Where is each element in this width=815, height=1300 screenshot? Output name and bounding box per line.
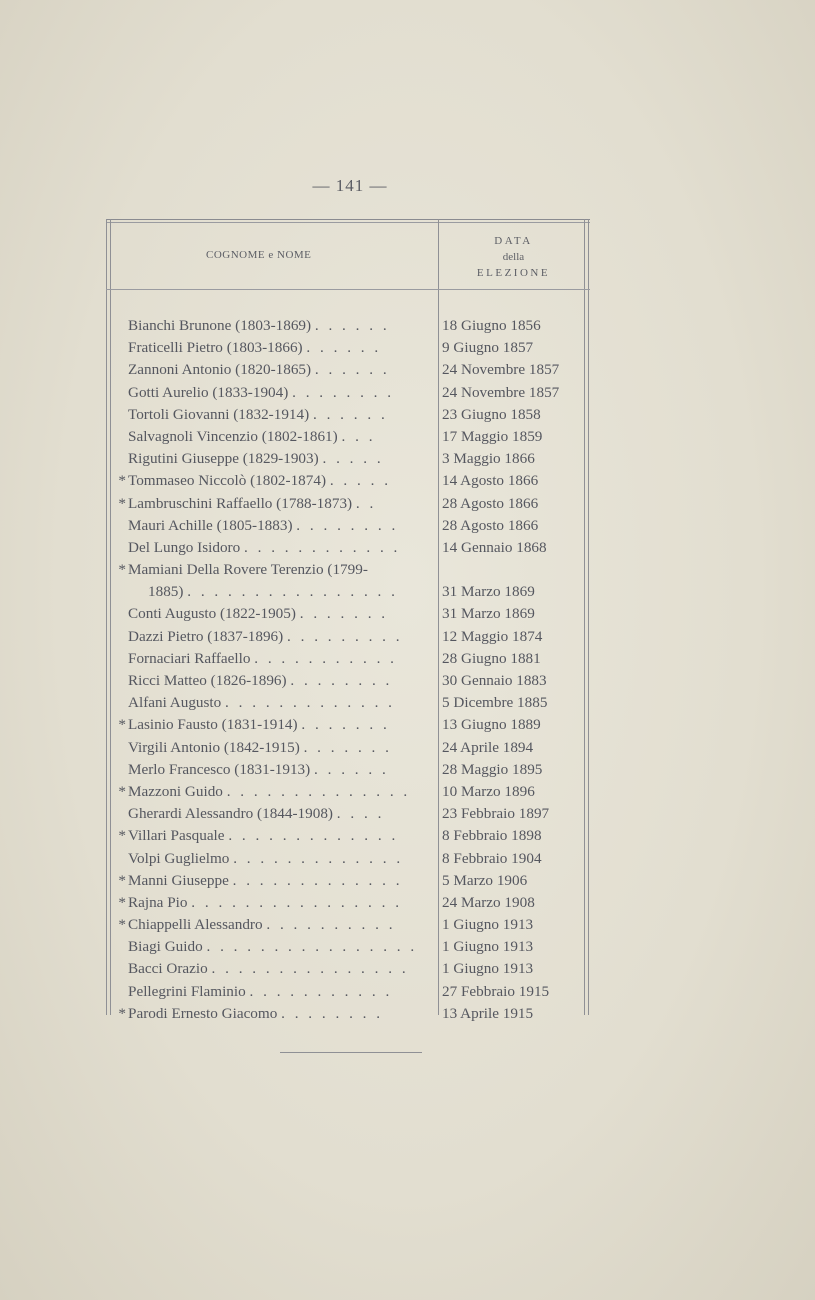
row-leader-dots: . . . . . . bbox=[306, 339, 382, 357]
row-name bbox=[128, 803, 433, 825]
row-name bbox=[128, 781, 433, 803]
table-row bbox=[106, 825, 590, 847]
row-name-text: Villari Pasquale bbox=[128, 827, 225, 845]
row-leader-dots: . . . . . . . . . . . . . . . bbox=[211, 960, 409, 978]
row-star-marker: * bbox=[118, 716, 126, 734]
table-row bbox=[106, 648, 590, 670]
row-date: 8 Febbraio 1904 bbox=[442, 849, 542, 867]
row-leader-dots: . . . . . . . . . . . . bbox=[244, 538, 401, 556]
table-row bbox=[106, 603, 590, 625]
row-leader-dots: . . . . . . . . bbox=[281, 1004, 384, 1022]
row-name bbox=[128, 537, 433, 559]
row-star-marker: * bbox=[118, 782, 126, 800]
row-name-text: Manni Giuseppe bbox=[128, 871, 229, 889]
table-row bbox=[106, 936, 590, 958]
row-star-marker: * bbox=[118, 561, 126, 579]
row-name bbox=[128, 892, 433, 914]
row-date: 18 Giugno 1856 bbox=[442, 317, 541, 334]
row-leader-dots: . . . . . . . . . . . bbox=[249, 982, 393, 1000]
row-name bbox=[148, 581, 453, 603]
table-body bbox=[106, 315, 590, 1025]
row-leader-dots: . . . . . . . . . . . . . . bbox=[226, 782, 411, 800]
row-leader-dots: . . . . . . bbox=[314, 317, 390, 334]
row-date: 5 Dicembre 1885 bbox=[442, 694, 548, 712]
table-row bbox=[106, 559, 590, 581]
row-leader-dots: . . . . . . bbox=[312, 405, 388, 423]
row-date: 1 Giugno 1913 bbox=[442, 938, 534, 956]
row-date: 24 Marzo 1908 bbox=[442, 893, 535, 911]
row-name bbox=[128, 870, 433, 892]
row-date: 8 Febbraio 1898 bbox=[442, 827, 542, 845]
table-row bbox=[106, 803, 590, 825]
row-name-text: Parodi Ernesto Giacomo bbox=[128, 1004, 278, 1022]
row-leader-dots: . . . . . . . . . . . . . . . . bbox=[187, 583, 398, 601]
row-name bbox=[128, 648, 433, 670]
table-row bbox=[106, 892, 590, 914]
row-date: 24 Novembre 1857 bbox=[442, 383, 560, 401]
table-row bbox=[106, 448, 590, 470]
row-date: 13 Giugno 1889 bbox=[442, 716, 541, 734]
column-header-date bbox=[446, 233, 581, 281]
table-row bbox=[106, 426, 590, 448]
row-date: 28 Agosto 1866 bbox=[442, 494, 539, 512]
row-leader-dots: . . . . . . . bbox=[299, 605, 389, 623]
row-star-marker: * bbox=[118, 494, 126, 512]
row-name-text: Fornaciari Raffaello bbox=[128, 649, 251, 667]
table-row bbox=[106, 848, 590, 870]
row-date: 24 Aprile 1894 bbox=[442, 738, 534, 756]
column-header-date-line3: ELEZIONE bbox=[476, 267, 551, 279]
row-date: 31 Marzo 1869 bbox=[442, 583, 535, 601]
row-name bbox=[128, 315, 433, 337]
members-table bbox=[106, 219, 590, 1022]
row-date: 13 Aprile 1915 bbox=[442, 1004, 534, 1022]
row-name bbox=[128, 692, 433, 714]
row-name-text: Chiappelli Alessandro bbox=[128, 916, 263, 934]
row-date: 31 Marzo 1869 bbox=[442, 605, 535, 623]
row-leader-dots: . . . . . . bbox=[314, 760, 389, 778]
table-row bbox=[106, 337, 590, 359]
row-name-text: Lasinio Fausto (1831-1914) bbox=[128, 716, 298, 734]
row-leader-dots: . . . . . . . . bbox=[290, 672, 393, 689]
table-row bbox=[106, 781, 590, 803]
row-leader-dots: . . . . . . . . . . . . . bbox=[228, 827, 399, 845]
row-name-text: Mazzoni Guido bbox=[128, 782, 223, 800]
row-leader-dots: . . . . . bbox=[329, 472, 391, 490]
row-name bbox=[128, 759, 433, 781]
row-name-text: Del Lungo Isidoro bbox=[128, 538, 241, 556]
row-name-text: Ricci Matteo (1826-1896) bbox=[128, 672, 287, 689]
row-name-text: Conti Augusto (1822-1905) bbox=[128, 605, 296, 623]
table-row bbox=[106, 759, 590, 781]
row-leader-dots: . . . . . . . . . . . bbox=[254, 649, 397, 667]
row-name-text: Tommaseo Niccolò (1802-1874) bbox=[128, 472, 327, 490]
row-name bbox=[128, 470, 433, 492]
row-name bbox=[128, 559, 433, 581]
column-header-name: COGNOME e NOME bbox=[206, 249, 312, 261]
table-row bbox=[106, 692, 590, 714]
row-name-text: Bianchi Brunone (1803-1869) bbox=[128, 317, 312, 334]
column-header-date-line1: DATA bbox=[494, 235, 533, 247]
row-name-text: Alfani Augusto bbox=[128, 694, 222, 712]
row-date: 1 Giugno 1913 bbox=[442, 916, 534, 934]
row-name-text: Lambruschini Raffaello (1788-1873) bbox=[128, 494, 353, 512]
column-header-date-line2: della bbox=[502, 251, 525, 263]
row-date: 23 Giugno 1858 bbox=[442, 405, 541, 423]
row-name-text: Mamiani Della Rovere Terenzio (1799- bbox=[128, 561, 368, 579]
row-leader-dots: . . . . . . . . . . . . . bbox=[233, 849, 404, 867]
row-leader-dots: . . . . . . . bbox=[301, 716, 390, 734]
row-leader-dots: . . . . . . . . . . . . . . . . bbox=[206, 938, 418, 956]
row-date: 12 Maggio 1874 bbox=[442, 627, 543, 645]
row-date: 27 Febbraio 1915 bbox=[442, 982, 550, 1000]
table-header-rule bbox=[106, 289, 590, 290]
row-leader-dots: . . . . bbox=[336, 805, 385, 823]
row-name bbox=[128, 1003, 433, 1025]
table-row bbox=[106, 981, 590, 1003]
row-name-text: Rigutini Giuseppe (1829-1903) bbox=[128, 450, 319, 468]
row-name-text: Fraticelli Pietro (1803-1866) bbox=[128, 339, 303, 357]
row-star-marker: * bbox=[118, 472, 126, 490]
row-name bbox=[128, 493, 433, 515]
row-date: 28 Agosto 1866 bbox=[442, 516, 539, 534]
table-row bbox=[106, 493, 590, 515]
row-date: 5 Marzo 1906 bbox=[442, 871, 528, 889]
row-name bbox=[128, 848, 433, 870]
row-name-text: Biagi Guido bbox=[128, 938, 203, 956]
row-name bbox=[128, 981, 433, 1003]
row-name bbox=[128, 958, 433, 980]
row-name bbox=[128, 670, 433, 692]
table-row bbox=[106, 1003, 590, 1025]
row-name-text: Zannoni Antonio (1820-1865) bbox=[128, 361, 312, 379]
row-name bbox=[128, 426, 433, 448]
row-date: 3 Maggio 1866 bbox=[442, 450, 535, 468]
table-row bbox=[106, 626, 590, 648]
row-date: 28 Maggio 1895 bbox=[442, 760, 543, 778]
row-name bbox=[128, 448, 433, 470]
table-top-rule-inner bbox=[106, 222, 590, 223]
row-date: 17 Maggio 1859 bbox=[442, 427, 543, 445]
table-top-rule bbox=[106, 219, 590, 220]
row-leader-dots: . . . . . . . . . . . . . bbox=[232, 871, 403, 889]
row-name-text: Mauri Achille (1805-1883) bbox=[128, 516, 293, 534]
row-name bbox=[128, 337, 433, 359]
row-name bbox=[128, 936, 433, 958]
table-row bbox=[106, 404, 590, 426]
row-name-text: Bacci Orazio bbox=[128, 960, 208, 978]
row-name-text: Pellegrini Flaminio bbox=[128, 982, 246, 1000]
table-row bbox=[106, 737, 590, 759]
table-row bbox=[106, 670, 590, 692]
row-name bbox=[128, 603, 433, 625]
table-row bbox=[106, 359, 590, 381]
row-leader-dots: . . . bbox=[341, 427, 376, 445]
row-star-marker: * bbox=[118, 1004, 126, 1022]
row-star-marker: * bbox=[118, 827, 126, 845]
row-leader-dots: . . . . . bbox=[322, 450, 384, 468]
row-leader-dots: . . . . . . . bbox=[303, 738, 392, 756]
row-date: 30 Gennaio 1883 bbox=[442, 672, 547, 689]
closing-rule bbox=[280, 1052, 422, 1053]
table-row bbox=[106, 382, 590, 404]
row-name-text: Volpi Guglielmo bbox=[128, 849, 230, 867]
row-name-text: Salvagnoli Vincenzio (1802-1861) bbox=[128, 427, 338, 445]
row-name-text: Tortoli Giovanni (1832-1914) bbox=[128, 405, 310, 423]
row-name bbox=[128, 404, 433, 426]
row-star-marker: * bbox=[118, 916, 126, 934]
row-leader-dots: . . . . . . bbox=[314, 361, 390, 379]
row-date: 24 Novembre 1857 bbox=[442, 361, 560, 379]
row-name bbox=[128, 737, 433, 759]
row-date: 14 Gennaio 1868 bbox=[442, 538, 547, 556]
table-row bbox=[106, 870, 590, 892]
row-date: 28 Giugno 1881 bbox=[442, 649, 541, 667]
row-star-marker: * bbox=[118, 893, 126, 911]
row-name-text: Virgili Antonio (1842-1915) bbox=[128, 738, 300, 756]
table-row bbox=[106, 958, 590, 980]
row-name bbox=[128, 914, 433, 936]
row-name bbox=[128, 626, 433, 648]
row-name bbox=[128, 359, 433, 381]
row-date: 1 Giugno 1913 bbox=[442, 960, 534, 978]
row-leader-dots: . . . . . . . . bbox=[292, 383, 395, 401]
table-row bbox=[106, 515, 590, 537]
row-leader-dots: . . . . . . . . . . . . . bbox=[225, 694, 395, 712]
table-row bbox=[106, 537, 590, 559]
table-row bbox=[106, 714, 590, 736]
row-leader-dots: . . . . . . . . bbox=[296, 516, 399, 534]
table-row bbox=[106, 315, 590, 337]
page-number: — 141 — bbox=[312, 176, 388, 195]
row-leader-dots: . . . . . . . . . . . . . . . . bbox=[191, 893, 402, 911]
row-name-text: Dazzi Pietro (1837-1896) bbox=[128, 627, 284, 645]
table-row bbox=[106, 914, 590, 936]
table-row bbox=[106, 581, 590, 603]
row-leader-dots: . . bbox=[355, 494, 377, 512]
row-name-text: Merlo Francesco (1831-1913) bbox=[128, 760, 311, 778]
row-name-text: Gotti Aurelio (1833-1904) bbox=[128, 383, 289, 401]
row-name-text: Rajna Pio bbox=[128, 893, 188, 911]
row-name bbox=[128, 382, 433, 404]
row-leader-dots: . . . . . . . . . bbox=[287, 627, 403, 645]
row-name-text: Gherardi Alessandro (1844-1908) bbox=[128, 805, 333, 823]
row-date: 9 Giugno 1857 bbox=[442, 339, 534, 357]
row-date: 14 Agosto 1866 bbox=[442, 472, 539, 490]
row-name-text: 1885) bbox=[148, 583, 184, 601]
row-leader-dots: . . . . . . . . . . bbox=[266, 916, 396, 934]
table-row bbox=[106, 470, 590, 492]
row-name bbox=[128, 714, 433, 736]
row-date: 10 Marzo 1896 bbox=[442, 782, 535, 800]
row-star-marker: * bbox=[118, 871, 126, 889]
row-name bbox=[128, 825, 433, 847]
row-date: 23 Febbraio 1897 bbox=[442, 805, 550, 823]
row-name bbox=[128, 515, 433, 537]
